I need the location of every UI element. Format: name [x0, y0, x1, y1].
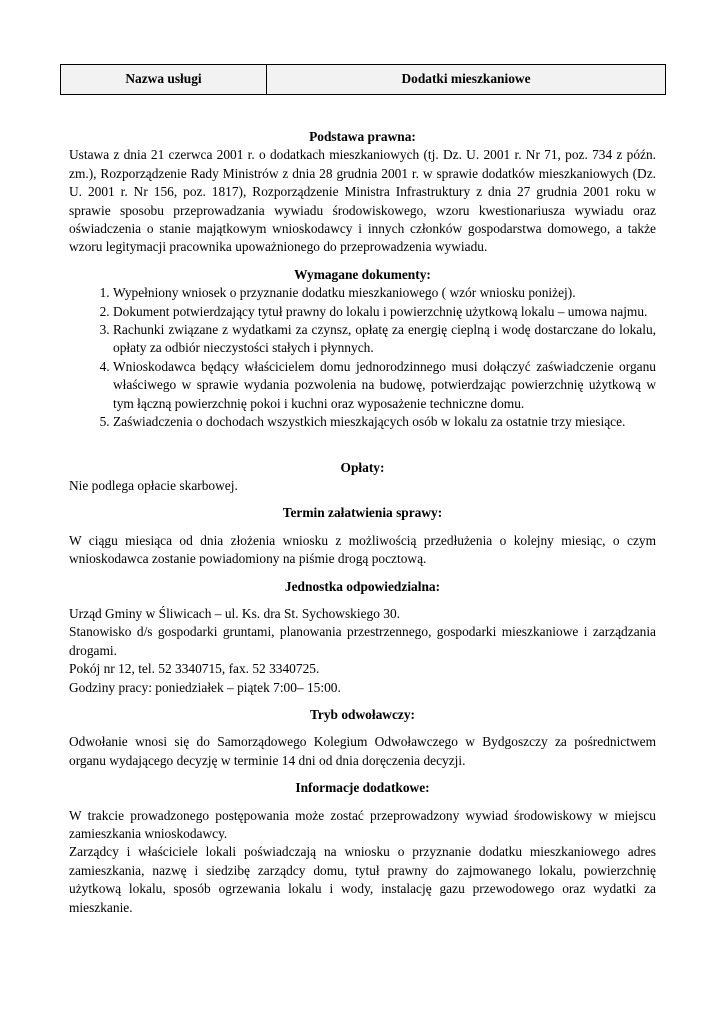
additional-info-text-2: Zarządcy i właściciele lokali poświadczają na wniosku o przyznanie dodatku mieszkaniowego adres zamieszkania, nazwę i siedzibę zarządcy domu, tytuł prawny do zajmowanego lokalu, powierzchnię użytkową lokalu, sposób ogrzewania lokalu i wody, instalację gazu przewodowego oraz wydatki za mieszkanie.	[69, 844, 656, 915]
list-item: 5. Zaświadczenia o dochodach wszystkich mieszkających osób w lokalu za ostatnie trzy miesiące.	[113, 413, 656, 431]
list-item: 3. Rachunki związane z wydatkami za czynsz, opłatę za energię cieplną i wodę dostarczane do lokalu, opłaty za odbiór nieczystości stałych i płynnych.	[113, 321, 656, 358]
unit-contact: Pokój nr 12, tel. 52 3340715, fax. 52 3340725.	[69, 661, 320, 677]
service-name-label: Nazwa usługi	[61, 65, 267, 94]
legal-basis-text: Ustawa z dnia 21 czerwca 2001 r. o dodatkach mieszkaniowych (tj. Dz. U. 2001 r. Nr 71, poz. 734 z późn. zm.), Rozporządzenie Rady Ministrów z dnia 28 grudnia 2001 r. w sprawie dodatków mieszkaniowych (Dz. U. 2001 r. Nr 156, poz. 1817), Rozporządzenie Ministra Infrastruktury z dnia 27 grudnia 2001 roku w sprawie sposobu przeprowadzania wywiadu środowiskowego, wzoru kwestionariusza wywiadu oraz oświadczenia o stanie majątkowym wnioskodawcy i innych członków gospodarstwa domowego, a także wzoru legitymacji pracownika upoważnionego do przeprowadzenia wywiadu.	[69, 147, 656, 255]
unit-heading: Jednostka odpowiedzialna:	[284, 578, 441, 594]
list-item: 4. Wnioskodawca będący właścicielem domu jednorodzinnego musi dołączyć zaświadczenie organu właściwego w sprawie wydania pozwolenia na budowę, potwierdzając powierzchnię użytkową w tym łączną powierzchnię pokoi i kuchni oraz wyposażenie techniczne domu.	[113, 358, 656, 413]
additional-info-heading: Informacje dodatkowe:	[295, 780, 430, 796]
required-documents-heading: Wymagane dokumenty:	[294, 266, 431, 282]
appeal-text: Odwołanie wnosi się do Samorządowego Kolegium Odwoławczego w Bydgoszczy za pośrednictwem organu wydającego decyzję w terminie 14 dni od dnia doręczenia decyzji.	[69, 734, 656, 768]
service-name-value: Dodatki mieszkaniowe	[401, 71, 531, 87]
list-item: 2. Dokument potwierdzający tytuł prawny do lokalu i powierzchnię użytkową lokalu – umowa najmu.	[113, 303, 656, 321]
document-body	[69, 128, 656, 917]
unit-position: Stanowisko d/s gospodarki gruntami, planowania przestrzennego, gospodarki mieszkaniowe i zarządzania drogami.	[69, 624, 656, 658]
legal-basis-heading: Podstawa prawna:	[309, 129, 416, 144]
unit-hours: Godziny pracy: poniedziałek – piątek 7:00– 15:00.	[69, 679, 341, 695]
list-item: 1. Wypełniony wniosek o przyznanie dodatku mieszkaniowego ( wzór wniosku poniżej).	[113, 284, 656, 302]
deadline-heading: Termin załatwienia sprawy:	[282, 505, 443, 521]
appeal-heading: Tryb odwoławczy:	[309, 706, 415, 722]
fees-heading: Opłaty:	[340, 459, 385, 475]
unit-address: Urząd Gminy w Śliwicach – ul. Ks. dra St. Sychowskiego 30.	[69, 605, 401, 621]
service-header-table	[60, 64, 666, 95]
fees-text: Nie podlega opłacie skarbowej.	[69, 477, 238, 493]
deadline-text: W ciągu miesiąca od dnia złożenia wniosku z możliwością przedłużenia o kolejny miesiąc, o czym wnioskodawca zostanie powiadomiony na piśmie drogą pocztową.	[69, 532, 656, 567]
additional-info-text-1: W trakcie prowadzonego postępowania może zostać przeprowadzony wywiad środowiskowy w miejscu zamieszkania wnioskodawcy.	[69, 807, 656, 841]
required-documents-list	[69, 284, 656, 431]
